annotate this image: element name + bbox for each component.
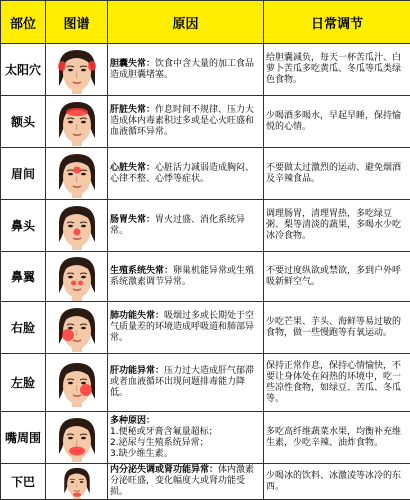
problem-area-marker [62, 329, 74, 341]
cause-title: 多种原因： [110, 415, 156, 426]
table-row [1, 354, 410, 412]
problem-area-marker [73, 166, 81, 173]
cause-text: 饮食中含大量的加工食品造成胆囊堵塞。 [110, 58, 255, 80]
face-image-cell [46, 464, 108, 500]
problem-area-marker [71, 280, 76, 285]
problem-area-marker [88, 61, 96, 71]
cause-cell [108, 464, 264, 500]
cause-line: 1.便秘或牙膏含氟量超标； [110, 426, 218, 437]
cause-title: 肠胃失常： [110, 214, 156, 225]
table-row [1, 148, 410, 200]
table-row [1, 464, 410, 500]
face-image-cell [46, 44, 108, 96]
cause-title: 肺功能失常： [110, 311, 165, 321]
cause-cell [108, 148, 264, 200]
daily-care-cell: 给胆囊减负，每天一杯苦瓜汁、白萝卜苦瓜多吃黄瓜、冬瓜等瓜类绿色食物。 [264, 44, 410, 96]
face-diagram [49, 414, 105, 462]
header-cause: 原因 [108, 1, 264, 44]
header-row [1, 1, 410, 44]
cause-line: 2.泌尿与生殖系统异常； [110, 437, 209, 448]
daily-care-cell: 不要做太过激烈的运动、避免烟酒及辛辣食品。 [264, 148, 410, 200]
table-row [1, 252, 410, 302]
table-row [1, 412, 410, 464]
cause-title: 生殖系统失常： [110, 265, 174, 276]
face-image-cell [46, 302, 108, 354]
cause-cell [108, 412, 264, 464]
cause-cell [108, 96, 264, 148]
face-image-cell [46, 412, 108, 464]
problem-area-marker [58, 61, 66, 71]
problem-area-marker [72, 492, 81, 496]
face-diagram [49, 202, 105, 250]
problem-area-marker [73, 228, 80, 235]
cause-title: 胆囊失常： [110, 58, 156, 69]
table-row [1, 200, 410, 252]
body-part-label: 鼻翼 [1, 252, 46, 302]
face-diagram [49, 98, 105, 146]
body-part-label: 左脸 [1, 354, 46, 412]
face-image-cell [46, 96, 108, 148]
problem-area-marker [80, 384, 92, 396]
cause-text: 卵巢机能异常或生殖系统激素调节异常。 [110, 265, 255, 287]
cause-cell [108, 200, 264, 252]
body-part-label: 眉间 [1, 148, 46, 200]
cause-text: 压力过大造成肝气郁滞或者血液循环出现问题排毒能力降低。 [110, 366, 255, 398]
body-part-label: 太阳穴 [1, 44, 46, 96]
daily-care-cell: 少吃芒果、芋头、海鲜等易过敏的食物，做一些慢跑等有氧运动。 [264, 302, 410, 354]
cause-cell [108, 44, 264, 96]
face-diagram [49, 304, 105, 352]
face-image-cell [46, 200, 108, 252]
face-image-cell [46, 148, 108, 200]
body-part-label: 右脸 [1, 302, 46, 354]
cause-text: 体内激素分泌旺盛，变化幅度大或肾功能受损。 [110, 465, 255, 497]
face-diagram [49, 150, 105, 198]
daily-care-cell: 保持正常作息，保持心情愉快，不要让身体处在闷热的环境中，吃一些凉性食物，如绿豆、苦瓜、冬瓜等。 [264, 354, 410, 412]
cause-cell [108, 252, 264, 302]
daily-care-cell: 少喝酒多喝水，早起早睡，保持愉悦的心情。 [264, 96, 410, 148]
problem-area-marker [78, 280, 83, 285]
daily-care-cell: 调理肠胃，清理胃热，多吃绿豆粥、梨等清淡的蔬果，多喝水少吃冰冷食物。 [264, 200, 410, 252]
face-diagram [49, 253, 105, 301]
cause-text: 作息时间不规律、压力大造成体内毒素积过多或是心火旺盛和血液循环异常。 [110, 105, 255, 137]
daily-care-cell: 少喝冰的饮料、冰激凌等冰冷的东西。 [264, 464, 410, 500]
cause-cell [108, 354, 264, 412]
cause-title: 肝功能异常： [110, 366, 165, 376]
body-part-label: 下巴 [1, 464, 46, 500]
table-row [1, 96, 410, 148]
cause-title: 心脏失常： [110, 162, 156, 173]
body-part-label: 鼻头 [1, 200, 46, 252]
body-part-label: 额头 [1, 96, 46, 148]
header-part: 部位 [1, 1, 46, 44]
table-row [1, 44, 410, 96]
problem-area-marker [69, 446, 85, 455]
daily-care-cell: 不要过度纵欲或禁欲，多到户外呼吸新鲜空气。 [264, 252, 410, 302]
face-diagram [49, 46, 105, 94]
body-part-label: 嘴周围 [1, 412, 46, 464]
header-image: 图谱 [46, 1, 108, 44]
cause-text: 吸烟过多或长期处于空气质量差的环境造成呼吸道和肺部异常。 [110, 311, 255, 343]
cause-text: 胃火过盛、消化系统异常。 [110, 214, 246, 236]
face-image-cell [46, 252, 108, 302]
face-diagram [49, 359, 105, 407]
face-diagram [49, 465, 105, 499]
header-care: 日常调节 [264, 1, 410, 44]
face-image-cell [46, 354, 108, 412]
cause-cell [108, 302, 264, 354]
cause-line: 3.缺少维生素。 [110, 448, 173, 459]
cause-text: 心脏活力减弱造成胸闷、心律不整、心悸等症状。 [110, 162, 255, 184]
table-row [1, 302, 410, 354]
cause-title: 内分泌失调或肾功能异常： [110, 465, 219, 475]
cause-title: 肝脏失常： [110, 105, 156, 115]
daily-care-cell: 多吃高纤维蔬菜水果，均衡补充维生素，少吃辛辣、油炸食物。 [264, 412, 410, 464]
problem-area-marker [66, 108, 88, 116]
